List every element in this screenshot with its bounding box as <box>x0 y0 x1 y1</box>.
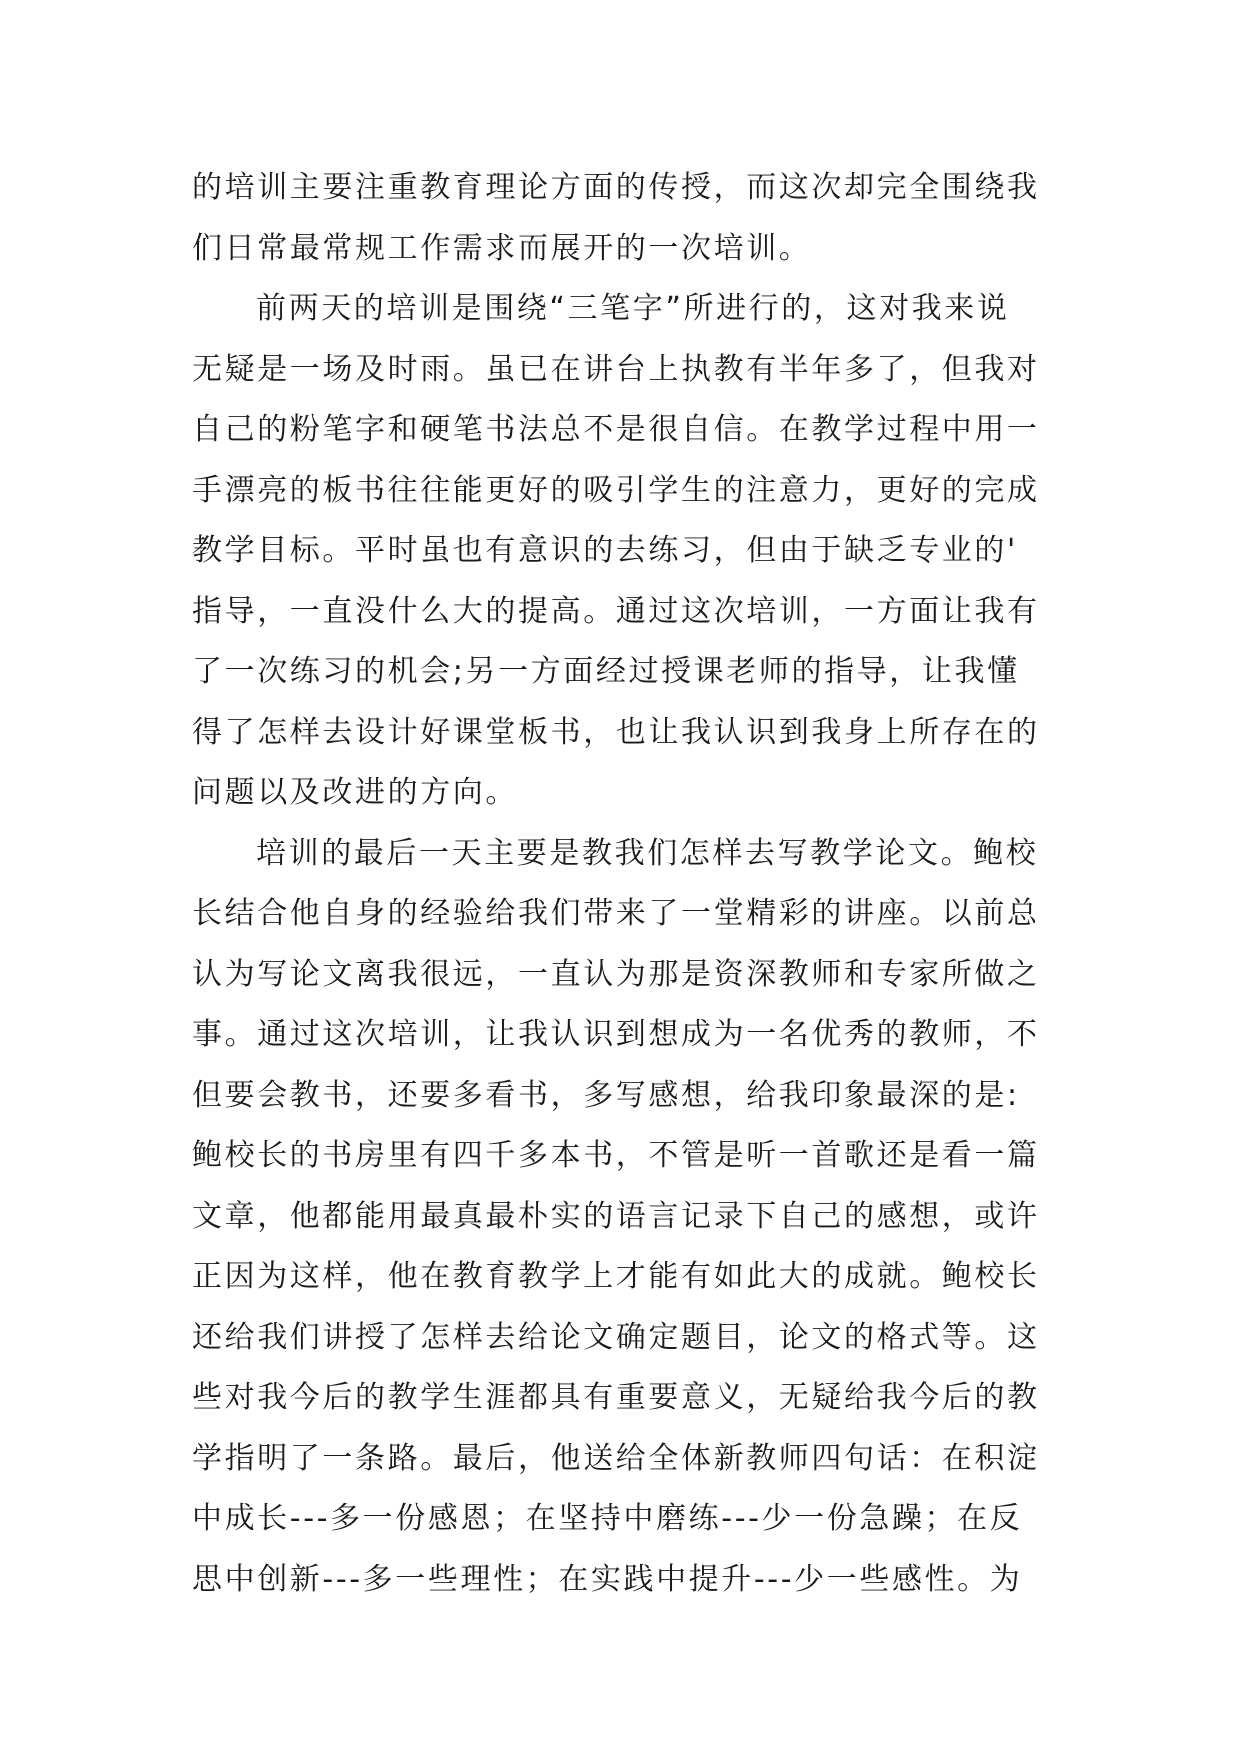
document-body <box>192 158 1052 1610</box>
text-line: 手漂亮的板书往往能更好的吸引学生的注意力，更好的完成 <box>192 472 1040 508</box>
text-line: 文章，他都能用最真最朴实的语言记录下自己的感想，或许 <box>192 1198 1040 1234</box>
text-line: 无疑是一场及时雨。虽已在讲台上执教有半年多了，但我对 <box>192 351 1040 387</box>
text-line: 长结合他自身的经验给我们带来了一堂精彩的讲座。以前总 <box>192 896 1040 931</box>
text-line: 还给我们讲授了怎样去给论文确定题目，论文的格式等。这 <box>192 1319 1040 1355</box>
text-line: 学指明了一条路。最后，他送给全体新教师四句话：在积淀 <box>192 1440 1040 1476</box>
text-line: 思中创新---多一些理性；在实践中提升---少一些感性。为 <box>192 1561 1023 1597</box>
text-line: 了一次练习的机会;另一方面经过授课老师的指导，让我懂 <box>192 654 1020 689</box>
text-line: 教学目标。平时虽也有意识的去练习，但由于缺乏专业的' <box>192 533 1018 568</box>
text-line: 自己的粉笔字和硬笔书法总不是很自信。在教学过程中用一 <box>192 412 1040 447</box>
paragraph-first-line: 培训的最后一天主要是教我们怎样去写教学论文。鲍校 <box>256 835 1039 871</box>
text-line: 问题以及改进的方向。 <box>192 775 518 810</box>
paragraph-first-line: 前两天的培训是围绕“三笔字”所进行的，这对我来说 <box>256 291 1010 326</box>
text-line: 得了怎样去设计好课堂板书，也让我认识到我身上所存在的 <box>192 714 1040 750</box>
text-line: 但要会教书，还要多看书，多写感想，给我印象最深的是: <box>192 1077 1020 1113</box>
text-line: 认为写论文离我很远，一直认为那是资深教师和专家所做之 <box>192 956 1040 992</box>
text-line: 正因为这样，他在教育教学上才能有如此大的成就。鲍校长 <box>192 1259 1040 1294</box>
text-line: 的培训主要注重教育理论方面的传授，而这次却完全围绕我 <box>192 170 1040 205</box>
text-line: 鲍校长的书房里有四千多本书，不管是听一首歌还是看一篇 <box>192 1138 1040 1173</box>
text-line: 们日常最常规工作需求而展开的一次培训。 <box>192 230 812 266</box>
text-line: 事。通过这次培训，让我认识到想成为一名优秀的教师，不 <box>192 1017 1040 1052</box>
text-line: 中成长---多一份感恩；在坚持中磨练---少一份急躁；在反 <box>192 1501 1023 1536</box>
text-line: 指导，一直没什么大的提高。通过这次培训，一方面让我有 <box>192 593 1040 629</box>
text-line: 些对我今后的教学生涯都具有重要意义，无疑给我今后的教 <box>192 1380 1040 1415</box>
